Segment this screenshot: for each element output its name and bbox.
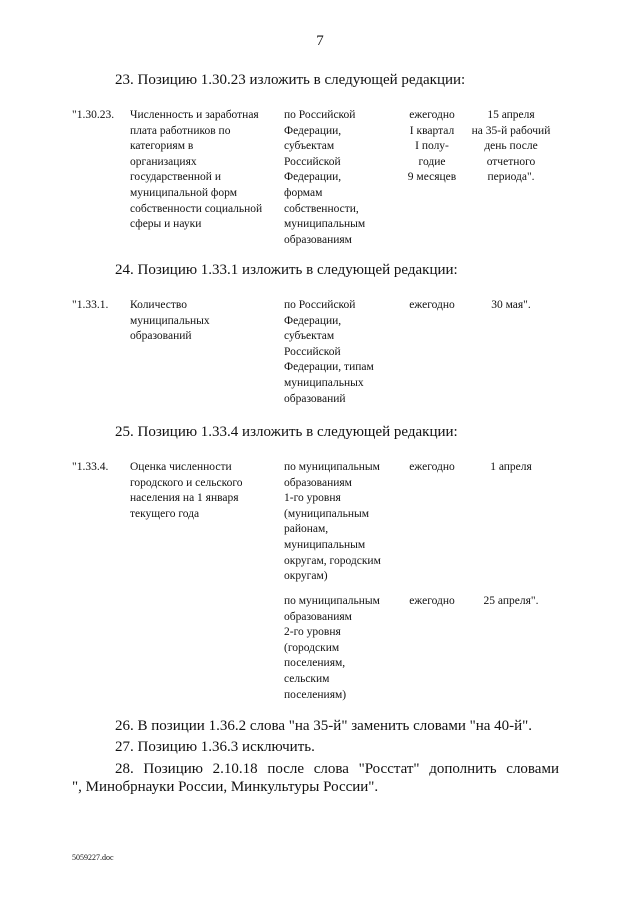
row-1-33-1-date: 30 мая". <box>491 299 531 311</box>
row-1-30-23-indicator-name: Численность и заработная плата работников по категориям в организациях государственной и муниципальной форм собственности социальной сферы и науки <box>130 109 263 231</box>
row-1-33-1-periodicity: ежегодно <box>409 299 455 311</box>
page-number: 7 <box>316 33 324 49</box>
row-1-30-23-date: 15 апреля на 35-й рабочий день после отчетного периода". <box>471 109 551 184</box>
row-1-33-4-code: "1.33.4. <box>72 461 109 473</box>
item-28-instruction: 28. Позицию 2.10.18 после слова "Росстат" дополнить словами <box>115 761 559 777</box>
footer-doc-id: 5059227.doc <box>72 853 114 862</box>
row-1-33-4-periodicity-first: ежегодно <box>409 461 455 473</box>
row-1-33-4-level-second: по муниципальным образованиям 2-го уровня (городским поселениям, сельским поселениям) <box>284 595 380 701</box>
row-1-33-4-periodicity-second: ежегодно <box>409 595 455 607</box>
row-1-33-1-code: "1.33.1. <box>72 299 109 311</box>
item-24-instruction: 24. Позицию 1.33.1 изложить в следующей редакции: <box>115 262 458 278</box>
row-1-33-4-indicator-name: Оценка численности городского и сельского населения на 1 января текущего года <box>130 461 243 520</box>
item-28-continuation: ", Минобрнауки России, Минкультуры России". <box>72 779 379 795</box>
row-1-33-4-date-first: 1 апреля <box>490 461 532 473</box>
item-25-instruction: 25. Позицию 1.33.4 изложить в следующей редакции: <box>115 424 458 440</box>
row-1-30-23-level: по Российской Федерации, субъектам Российской Федерации, формам собственности, муниципальным образованиям <box>284 109 366 246</box>
row-1-30-23-code: "1.30.23. <box>72 109 115 121</box>
row-1-30-23-periodicity: ежегодно I квартал I полу- годие 9 месяцев <box>407 109 457 184</box>
item-27-instruction: 27. Позицию 1.36.3 исключить. <box>115 739 315 755</box>
row-1-33-1-level: по Российской Федерации, субъектам Российской Федерации, типам муниципальных образований <box>284 299 374 405</box>
item-23-instruction: 23. Позицию 1.30.23 изложить в следующей редакции: <box>115 72 466 88</box>
item-26-instruction: 26. В позиции 1.36.2 слова "на 35-й" заменить словами "на 40-й". <box>115 718 533 734</box>
row-1-33-4-level-first: по муниципальным образованиям 1-го уровня (муниципальным районам, муниципальным округам, городским округам) <box>284 461 381 583</box>
row-1-33-1-indicator-name: Количество муниципальных образований <box>130 299 210 343</box>
row-1-33-4-date-second: 25 апреля". <box>483 595 539 607</box>
